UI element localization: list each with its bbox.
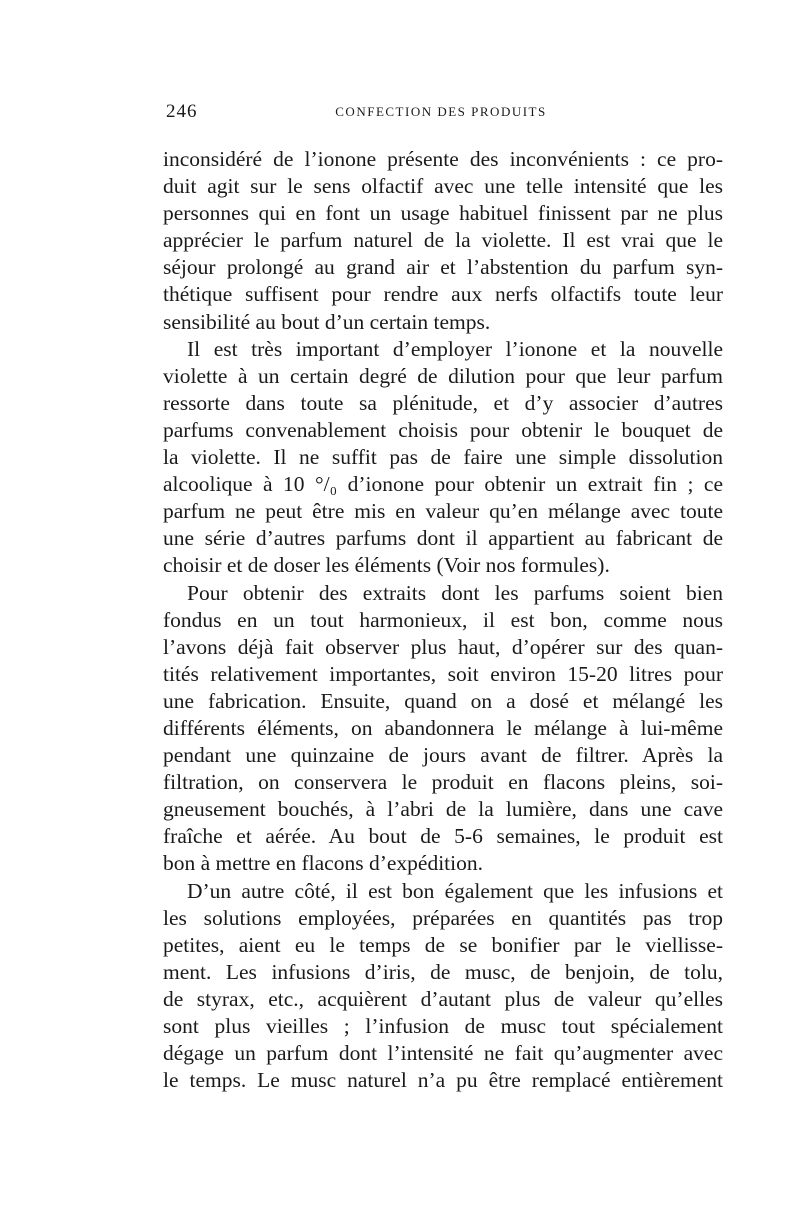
text-line: thétique suffisent pour rendre aux nerfs olfactifs toute leur (163, 282, 723, 307)
text-line: une fabrication. Ensuite, quand on a dosé et mélangé les (163, 688, 723, 713)
text-line: choisir et de doser les éléments (Voir nos formules). (163, 553, 610, 578)
text-line: différents éléments, on abandonnera le mélange à lui-même (163, 715, 723, 740)
text-line: alcoolique à 10 °/₀ d’ionone pour obtenir un extrait fin ; ce (163, 472, 723, 497)
text-line: sensibilité au bout d’un certain temps. (163, 309, 491, 334)
text-line: les solutions employées, préparées en quantités pas trop (163, 905, 723, 930)
text-line: Il est très important d’employer l’ionone et la nouvelle (187, 336, 723, 361)
text-line: ressorte dans toute sa plénitude, et d’y associer d’autres (163, 390, 723, 415)
text-line: gneusement bouchés, à l’abri de la lumière, dans une cave (163, 797, 723, 822)
text-line: personnes qui en font un usage habituel finissent par ne plus (163, 201, 723, 226)
text-line: fraîche et aérée. Au bout de 5-6 semaines, le produit est (163, 824, 723, 849)
page-number: 246 (166, 101, 198, 122)
text-line: sont plus vieilles ; l’infusion de musc tout spécialement (163, 1014, 723, 1038)
paragraph (163, 878, 723, 1095)
running-header (160, 101, 722, 123)
text-line: violette à un certain degré de dilution pour que leur parfum (163, 363, 723, 388)
text-line: pendant une quinzaine de jours avant de filtrer. Après la (163, 743, 723, 768)
text-line: petites, aient eu le temps de se bonifier par le viellisse- (163, 932, 723, 957)
text-line: duit agit sur le sens olfactif avec une telle intensité que les (163, 174, 723, 199)
body-text (163, 146, 723, 1094)
text-line: D’un autre côté, il est bon également que les infusions et (187, 878, 723, 903)
paragraph (163, 336, 723, 580)
text-line: séjour prolongé au grand air et l’abstention du parfum syn- (163, 255, 723, 280)
text-line: inconsidéré de l’ionone présente des inconvénients : ce pro- (163, 147, 723, 171)
text-line: l’avons déjà fait observer plus haut, d’opérer sur des quan- (163, 634, 723, 659)
text-line: parfums convenablement choisis pour obtenir le bouquet de (163, 417, 723, 442)
text-line: la violette. Il ne suffit pas de faire une simple dissolution (163, 445, 723, 470)
running-title: CONFECTION DES PRODUITS (335, 104, 547, 119)
text-line: le temps. Le musc naturel n’a pu être remplacé entièrement (163, 1068, 723, 1093)
text-line: tités relativement importantes, soit environ 15-20 litres pour (163, 661, 723, 686)
paragraph (163, 146, 723, 336)
text-line: de styrax, etc., acquièrent d’autant plus de valeur qu’elles (163, 986, 723, 1011)
text-line: fondus en un tout harmonieux, il est bon, comme nous (163, 607, 723, 632)
paragraph (163, 580, 723, 878)
text-line: parfum ne peut être mis en valeur qu’en mélange avec toute (163, 499, 723, 524)
text-line: Pour obtenir des extraits dont les parfums soient bien (187, 580, 723, 605)
text-line: ment. Les infusions d’iris, de musc, de benjoin, de tolu, (163, 959, 723, 984)
text-line: apprécier le parfum naturel de la violette. Il est vrai que le (163, 228, 723, 253)
text-line: bon à mettre en flacons d’expédition. (163, 851, 484, 876)
text-line: filtration, on conservera le produit en flacons pleins, soi- (163, 770, 723, 795)
text-line: une série d’autres parfums dont il appartient au fabricant de (163, 526, 723, 551)
text-line: dégage un parfum dont l’intensité ne fait qu’augmenter avec (163, 1041, 723, 1066)
